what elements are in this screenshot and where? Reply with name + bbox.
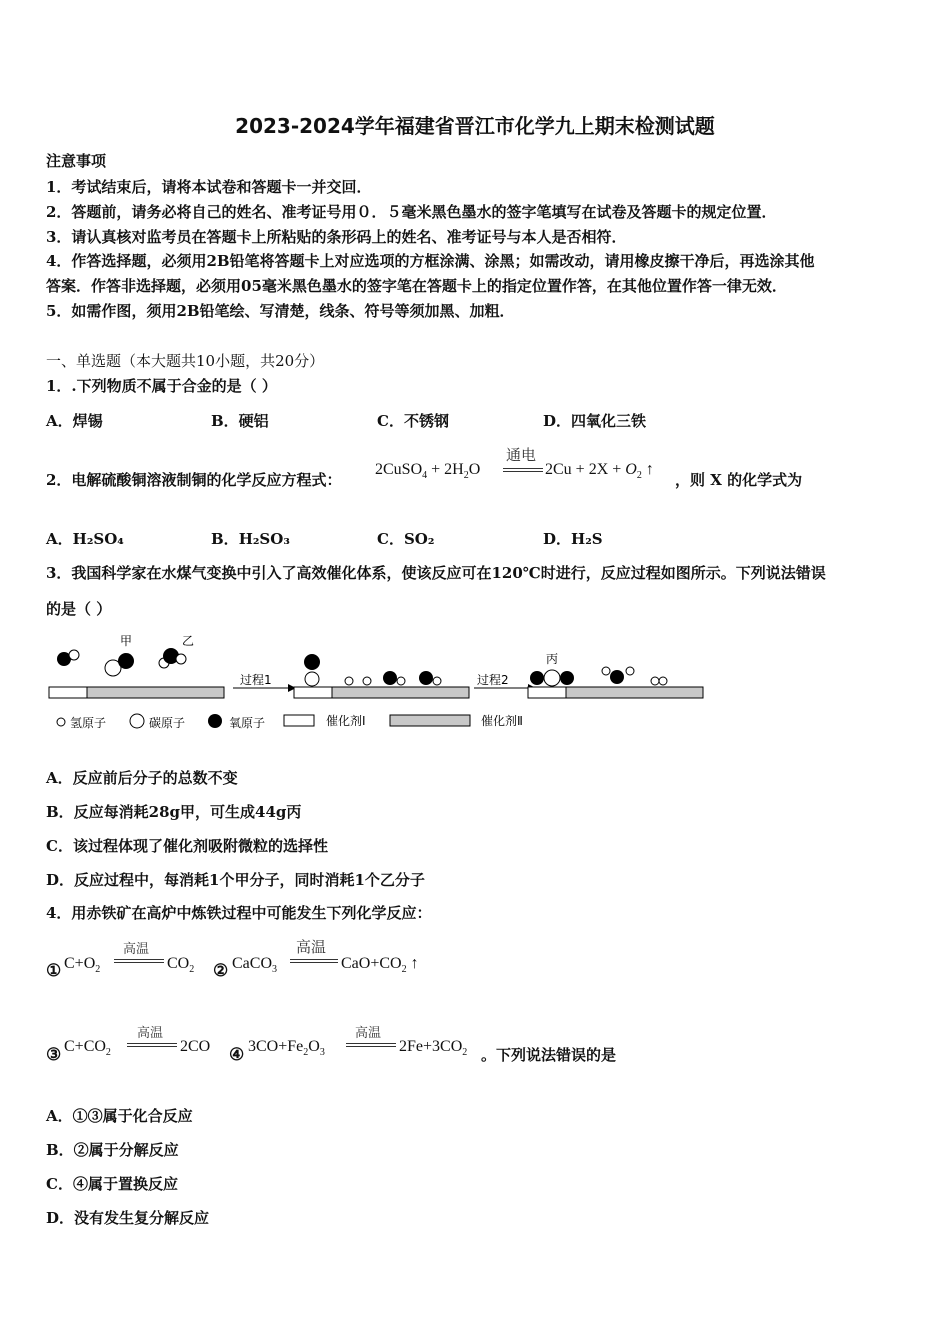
q3-stem: 3．我国科学家在水煤气变换中引入了高效催化体系，使该反应可在120℃时进行，反应过程如图所示。下列说法错误 [46,564,826,582]
catalyst-1-block [528,687,566,698]
notice-item: 1．考试结束后，请将本试卷和答题卡一并交回． [46,178,372,196]
svg-text:催化剂Ⅰ: 催化剂Ⅰ [326,714,366,728]
q2-option-b: B．H₂SO₃ [211,530,290,548]
catalyst-2-block [87,687,224,698]
reaction-2-left: CaCO$_3$ [232,955,277,976]
reaction-3-equals [127,1043,177,1047]
svg-text:碳原子: 碳原子 [149,716,186,730]
label-jia: 甲 [120,634,133,648]
reaction-process-figure [40,628,720,738]
q3-option-b: B．反应每消耗28g甲，可生成44g丙 [46,803,302,821]
legend-catalyst-1-icon [284,715,314,726]
q1-option-b: B．硬铝 [211,412,269,430]
notice-item: 3．请认真核对监考员在答题卡上所粘贴的条形码上的姓名、准考证号与本人是否相符． [46,228,627,246]
notice-heading: 注意事项 [46,152,107,170]
q2-option-a: A．H₂SO₄ [46,530,124,548]
reaction-2-right: $CaO+CO_2$ ↑ [341,955,419,976]
q2-equation-right: $2Cu + 2X + O_2$ ↑ [545,461,654,482]
reaction-1-left: $C+O_2$ [64,955,101,976]
q1-option-a: A．焊锡 [46,412,103,430]
reaction-4-condition: 高温 [355,1026,382,1041]
label-yi: 乙 [182,634,195,648]
q4-option-c: C．④属于置换反应 [46,1175,178,1193]
q2-condition: 通电 [506,446,537,464]
reaction-1-condition: 高温 [123,942,150,957]
section-heading: 一、单选题（本大题共10小题，共20分） [46,352,325,370]
legend-catalyst-2-icon [390,715,470,726]
page-title: 2023-2024学年福建省晋江市化学九上期末检测试题 [235,114,715,138]
q4-stem-tail: 。下列说法错误的是 [481,1046,617,1064]
q1-stem: 1．.下列物质不属于合金的是（ ） [46,377,277,395]
catalyst-2-block [566,687,703,698]
reaction-2-equals [290,959,338,963]
svg-text:氧原子: 氧原子 [229,716,266,730]
catalyst-2-block [332,687,469,698]
reaction-4-equals [346,1043,396,1047]
q2-equation-left: 2CuSO$_4$ + $2H_2O$ [375,461,481,482]
q3-option-a: A．反应前后分子的总数不变 [46,769,238,787]
svg-text:氢原子: 氢原子 [70,716,107,730]
catalyst-1-block [49,687,87,698]
reaction-4-right: $2Fe+3CO_2$ [399,1038,468,1059]
label-process-2: 过程2 [477,673,509,687]
reaction-3-left: $C+CO_2$ [64,1038,111,1059]
carbon-atom [305,672,319,686]
label-process-1: 过程1 [240,673,272,687]
q2-option-c: C．SO₂ [377,530,435,548]
q4-option-b: B．②属于分解反应 [46,1141,179,1159]
q1-option-d: D．四氧化三铁 [543,412,647,430]
reaction-2-number: ② [213,961,229,981]
q2-option-d: D．H₂S [543,530,603,548]
q3-stem-2: 的是（ ） [46,600,112,618]
legend-oxygen-icon [208,714,222,728]
svg-text:催化剂Ⅱ: 催化剂Ⅱ [481,714,523,728]
reaction-4-number: ④ [229,1045,245,1065]
notice-item: 5．如需作图，须用2B铅笔绘、写清楚，线条、符号等须加黑、加粗． [46,302,515,320]
q3-option-c: C．该过程体现了催化剂吸附微粒的选择性 [46,837,328,855]
notice-item: 答案．作答非选择题，必须用05毫米黑色墨水的签字笔在答题卡上的指定位置作答，在其他位置作答一律无效． [46,277,787,295]
molecule-water [57,650,79,666]
q4-stem: 4．用赤铁矿在高炉中炼铁过程中可能发生下列化学反应： [46,904,432,922]
label-bing: 丙 [546,652,559,666]
molecule-yi-water [159,648,186,668]
legend-hydrogen-icon [57,718,65,726]
molecule-jia-co [105,653,134,676]
catalyst-1-block [294,687,332,698]
q2-stem: 2．电解硫酸铜溶液制铜的化学反应方程式： [46,471,342,489]
reaction-3-condition: 高温 [137,1026,164,1041]
reaction-1-number: ① [46,961,62,981]
q1-option-c: C．不锈钢 [377,412,449,430]
q2-stem-tail: ，则 X 的化学式为 [675,471,803,489]
reaction-1-equals [114,959,164,963]
q4-option-d: D．没有发生复分解反应 [46,1209,210,1227]
molecule-bing-co2 [530,670,574,686]
q4-option-a: A．①③属于化合反应 [46,1107,193,1125]
reaction-2-condition: 高温 [296,938,327,956]
q3-option-d: D．反应过程中，每消耗1个甲分子，同时消耗1个乙分子 [46,871,425,889]
q2-equals [503,468,543,472]
reaction-3-right: 2CO [180,1038,211,1055]
legend [57,713,523,730]
legend-carbon-icon [130,714,144,728]
reaction-4-left: $3CO+Fe_2O_3$ [248,1038,325,1059]
notice-item: 4．作答选择题，必须用2B铅笔将答题卡上对应选项的方框涂满、涂黑；如需改动，请用橡皮擦干净后，再选涂其他 [46,252,815,270]
reaction-3-number: ③ [46,1045,62,1065]
reaction-1-right: $CO_2$ [167,955,195,976]
oxygen-atom [304,654,320,670]
notice-item: 2．答题前，请务必将自己的姓名、准考证号用０．５毫米黑色墨水的签字笔填写在试卷及答题卡的规定位置． [46,203,777,221]
